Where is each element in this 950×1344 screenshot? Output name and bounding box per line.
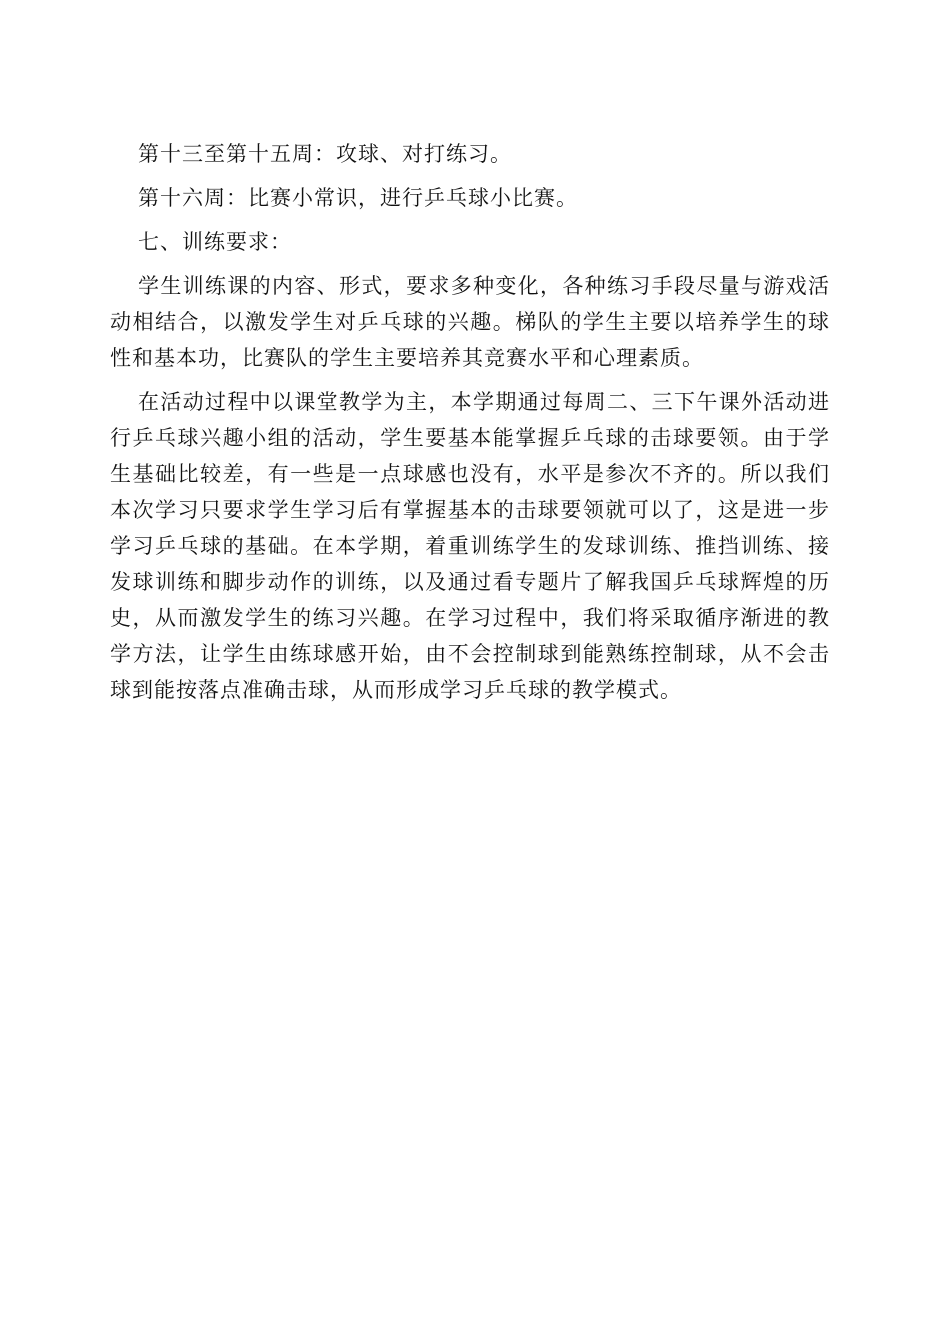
paragraph-training-content: 学生训练课的内容、形式，要求多种变化，各种练习手段尽量与游戏活动相结合，以激发学生对乒乓球的兴趣。梯队的学生主要以培养学生的球性和基本功，比赛队的学生主要培养其竞赛水平和心理素质。 [110,274,830,370]
schedule-week-13-15: 第十三至第十五周：攻球、对打练习。 [138,142,512,166]
paragraph-activity-process: 在活动过程中以课堂教学为主，本学期通过每周二、三下午课外活动进行乒乓球兴趣小组的活动，学生要基本能掌握乒乓球的击球要领。由于学生基础比较差，有一些是一点球感也没有，水平是参次不齐的。所以我们本次学习只要求学生学习后有掌握基本的击球要领就可以了，这是进一步学习乒乓球的基础。在本学期，着重训练学生的发球训练、推挡训练、接发球训练和脚步动作的训练，以及通过看专题片了解我国乒乓球辉煌的历史，从而激发学生的练习兴趣。在学习过程中，我们将采取循序渐进的教学方法，让学生由练球感开始，由不会控制球到能熟练控制球，从不会击球到能按落点准确击球，从而形成学习乒乓球的教学模式。 [110,390,830,702]
schedule-week-16: 第十六周：比赛小常识，进行乒乓球小比赛。 [138,186,578,210]
section-heading-training-requirements: 七、训练要求： [138,230,292,254]
document-body [110,136,830,716]
